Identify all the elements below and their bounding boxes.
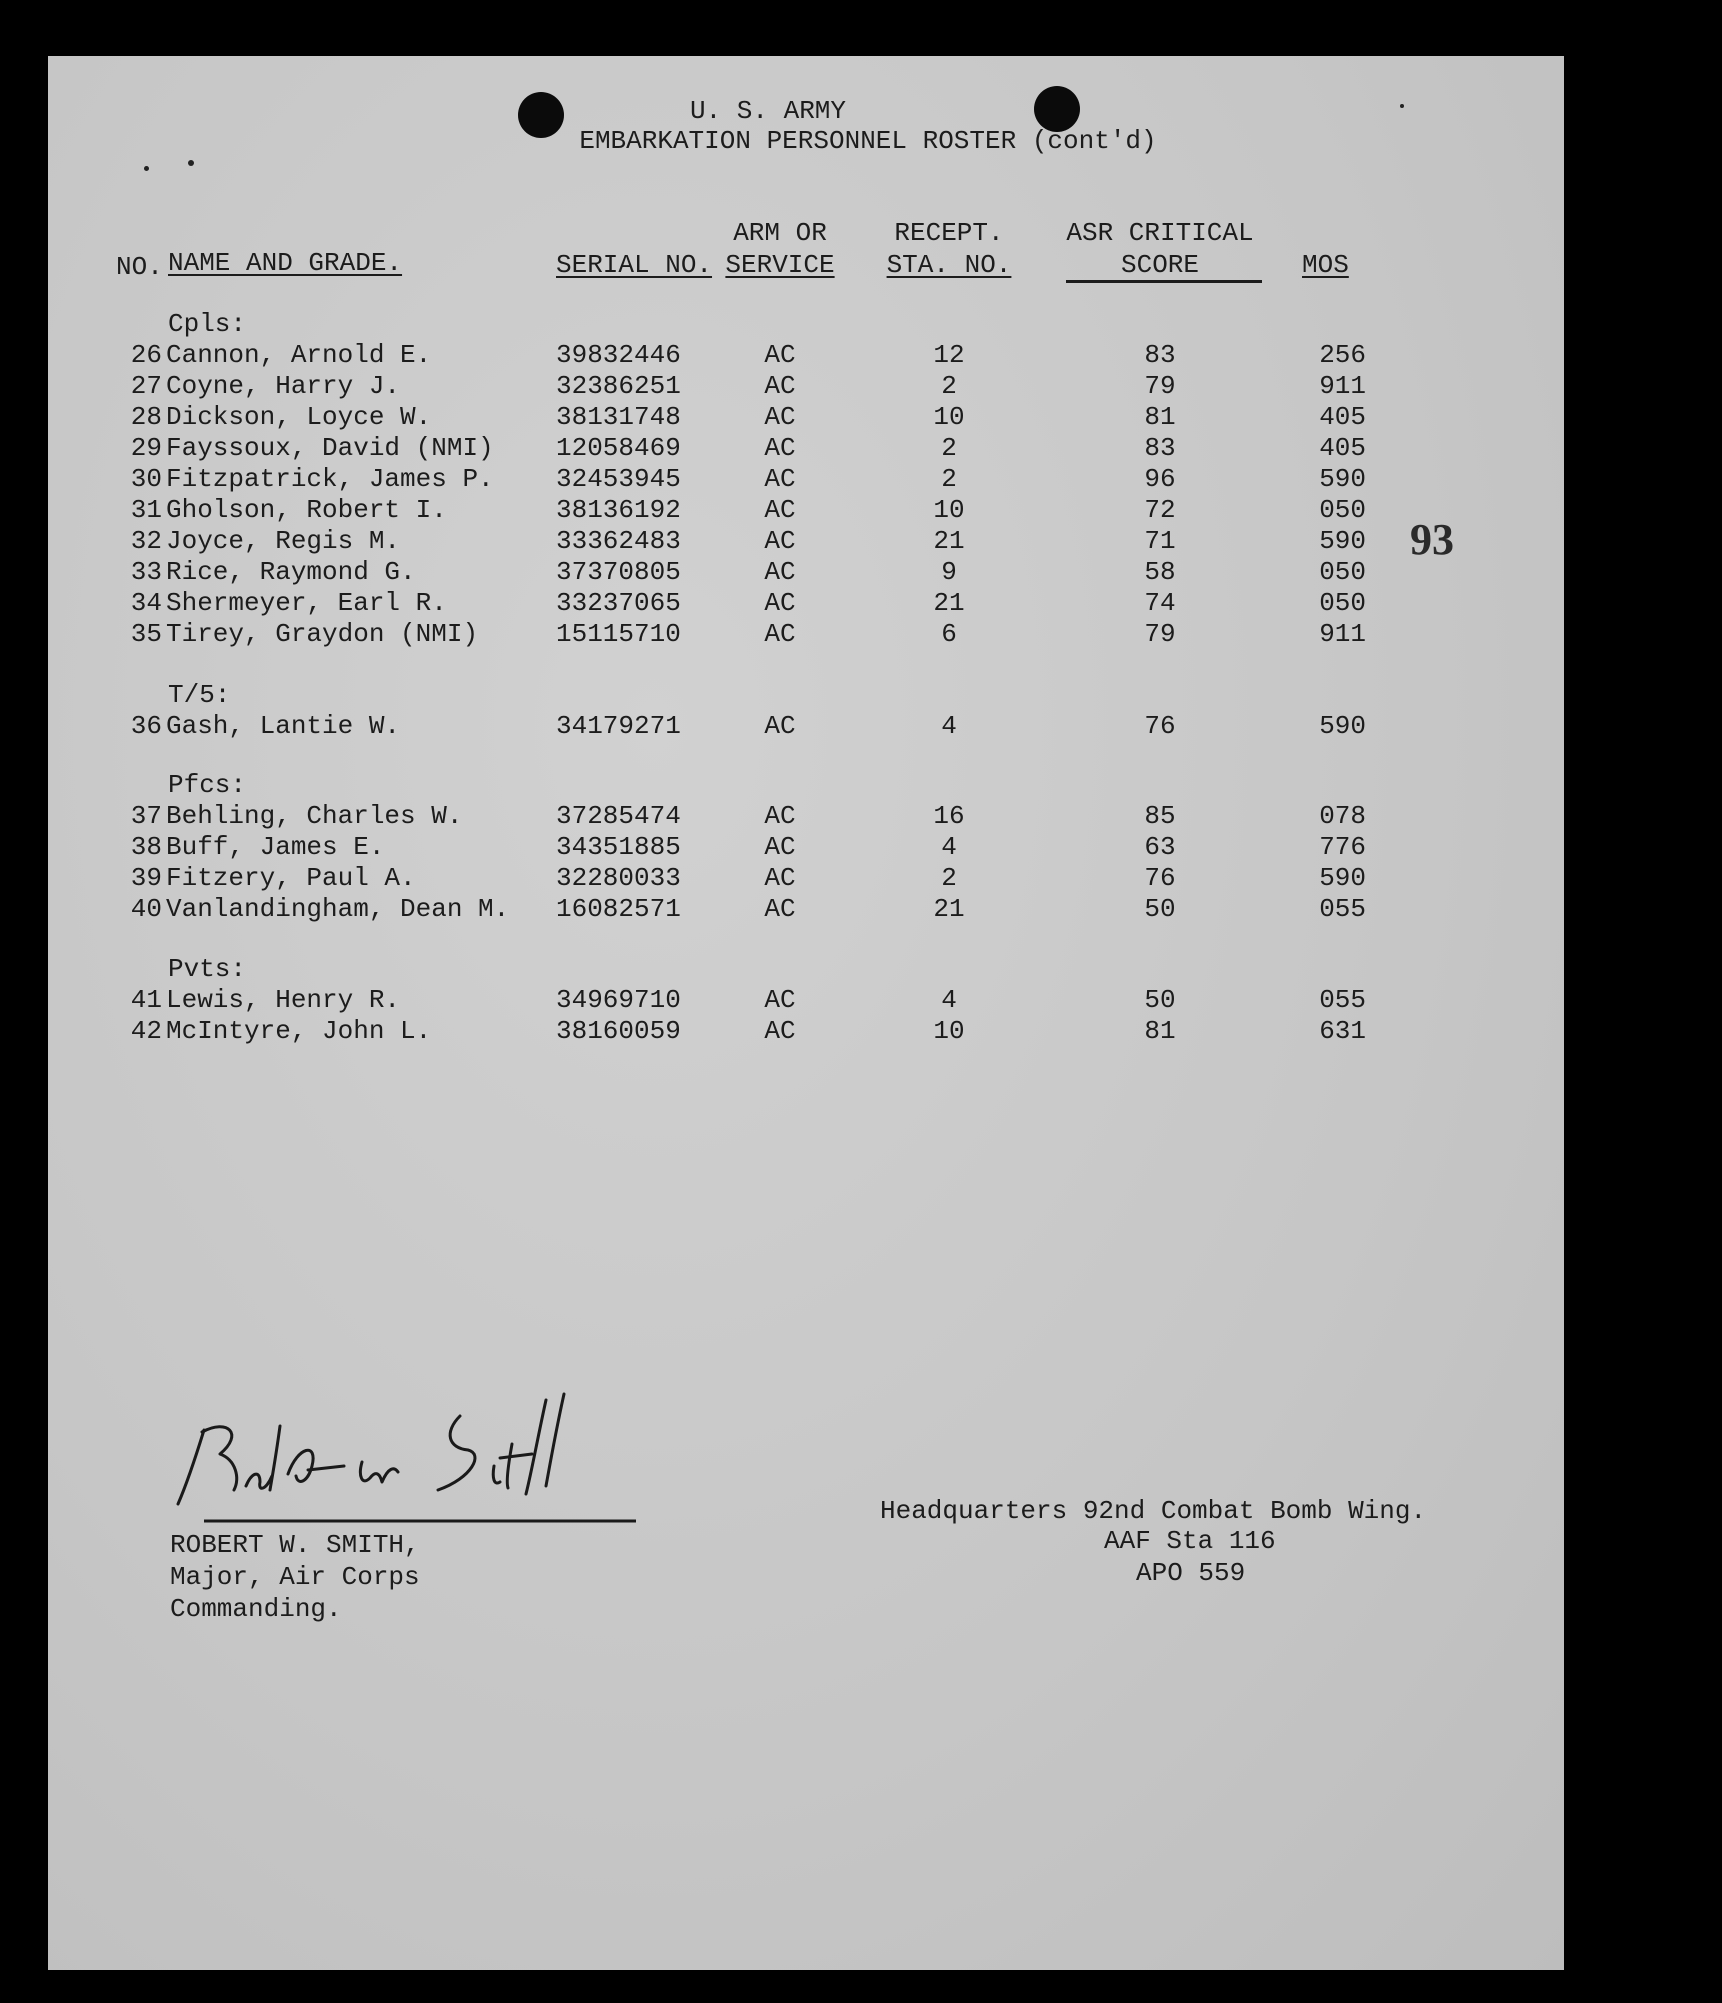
row-arm: AC [764, 340, 796, 370]
row-score: 83 [1144, 433, 1176, 463]
row-no: 42 [130, 1016, 162, 1046]
row-sta: 9 [941, 557, 957, 587]
table-row [48, 526, 1564, 557]
table-row [48, 464, 1564, 495]
row-sta: 4 [941, 985, 957, 1015]
table-row [48, 894, 1564, 925]
row-arm: AC [764, 894, 796, 924]
row-score: 79 [1144, 371, 1176, 401]
row-arm: AC [764, 526, 796, 556]
row-score: 50 [1144, 894, 1176, 924]
row-score: 63 [1144, 832, 1176, 862]
row-no: 33 [130, 557, 162, 587]
row-name: Behling, Charles W. [166, 801, 463, 831]
table-row [48, 832, 1564, 863]
col-mos: MOS [1302, 250, 1349, 280]
row-score: 76 [1144, 711, 1176, 741]
table-row [48, 371, 1564, 402]
row-serial: 32386251 [556, 371, 681, 401]
group-grade: Pvts: [168, 954, 247, 984]
page-number: 93 [1410, 515, 1454, 564]
row-name: Dickson, Loyce W. [166, 402, 432, 432]
table-row [48, 619, 1564, 650]
row-no: 31 [130, 495, 162, 525]
row-sta: 16 [933, 801, 965, 831]
roster-page [48, 56, 1564, 1970]
row-serial: 38160059 [556, 1016, 681, 1046]
row-name: Rice, Raymond G. [166, 557, 416, 587]
row-mos: 050 [1319, 557, 1366, 587]
row-arm: AC [764, 557, 796, 587]
row-arm: AC [764, 402, 796, 432]
row-name: Fitzpatrick, James P. [166, 464, 494, 494]
org-title: U. S. ARMY [689, 96, 847, 126]
row-name: Fitzery, Paul A. [166, 863, 416, 893]
row-arm: AC [764, 619, 796, 649]
row-serial: 32280033 [556, 863, 681, 893]
row-no: 36 [130, 711, 162, 741]
row-score: 71 [1144, 526, 1176, 556]
row-sta: 21 [933, 588, 965, 618]
row-sta: 2 [941, 371, 957, 401]
row-serial: 34179271 [556, 711, 681, 741]
table-row [48, 1016, 1564, 1047]
row-sta: 2 [941, 433, 957, 463]
signer-rank: Major, Air Corps [170, 1562, 420, 1592]
row-name: Fayssoux, David (NMI) [166, 433, 494, 463]
col-recept-line1: RECEPT. [894, 218, 1004, 248]
row-name: Buff, James E. [166, 832, 385, 862]
row-mos: 405 [1319, 433, 1366, 463]
row-name: Gash, Lantie W. [166, 711, 401, 741]
row-serial: 39832446 [556, 340, 681, 370]
asr-underline [1066, 280, 1262, 283]
row-mos: 050 [1319, 495, 1366, 525]
row-arm: AC [764, 371, 796, 401]
row-serial: 32453945 [556, 464, 681, 494]
row-serial: 34969710 [556, 985, 681, 1015]
row-sta: 10 [933, 402, 965, 432]
table-row [48, 402, 1564, 433]
col-no: NO. [116, 252, 163, 282]
row-score: 96 [1144, 464, 1176, 494]
row-arm: AC [764, 711, 796, 741]
row-serial: 16082571 [556, 894, 681, 924]
row-arm: AC [764, 1016, 796, 1046]
row-arm: AC [764, 985, 796, 1015]
row-sta: 21 [933, 894, 965, 924]
row-name: Shermeyer, Earl R. [166, 588, 447, 618]
row-name: Vanlandingham, Dean M. [166, 894, 510, 924]
row-mos: 055 [1319, 894, 1366, 924]
table-row [48, 495, 1564, 526]
row-no: 37 [130, 801, 162, 831]
row-name: Cannon, Arnold E. [166, 340, 432, 370]
col-arm-line2: SERVICE [725, 250, 835, 280]
table-row [48, 985, 1564, 1016]
row-mos: 631 [1319, 1016, 1366, 1046]
handwritten-signature [148, 1386, 648, 1536]
row-mos: 405 [1319, 402, 1366, 432]
table-row [48, 340, 1564, 371]
row-name: Tirey, Graydon (NMI) [166, 619, 479, 649]
row-sta: 2 [941, 464, 957, 494]
row-sta: 10 [933, 495, 965, 525]
col-name-grade: NAME AND GRADE. [168, 248, 403, 278]
row-mos: 256 [1319, 340, 1366, 370]
row-arm: AC [764, 801, 796, 831]
row-no: 38 [130, 832, 162, 862]
row-arm: AC [764, 495, 796, 525]
col-serial: SERIAL NO. [556, 250, 713, 280]
row-arm: AC [764, 832, 796, 862]
row-mos: 776 [1319, 832, 1366, 862]
paper-speck [144, 166, 149, 171]
signer-name: ROBERT W. SMITH, [170, 1530, 420, 1560]
unit-apo: APO 559 [1136, 1558, 1246, 1588]
group-grade: T/5: [168, 680, 231, 710]
row-name: McIntyre, John L. [166, 1016, 432, 1046]
signer-role: Commanding. [170, 1594, 342, 1624]
row-no: 30 [130, 464, 162, 494]
table-row [48, 711, 1564, 742]
row-serial: 33237065 [556, 588, 681, 618]
row-score: 50 [1144, 985, 1176, 1015]
row-score: 81 [1144, 402, 1176, 432]
table-row [48, 588, 1564, 619]
row-serial: 15115710 [556, 619, 681, 649]
paper-speck [188, 160, 194, 166]
row-no: 41 [130, 985, 162, 1015]
unit-headquarters: Headquarters 92nd Combat Bomb Wing. [880, 1496, 1427, 1526]
row-no: 34 [130, 588, 162, 618]
row-mos: 590 [1319, 863, 1366, 893]
row-score: 79 [1144, 619, 1176, 649]
row-score: 81 [1144, 1016, 1176, 1046]
unit-station: AAF Sta 116 [1104, 1526, 1276, 1556]
row-no: 40 [130, 894, 162, 924]
table-row [48, 433, 1564, 464]
row-name: Joyce, Regis M. [166, 526, 401, 556]
row-score: 74 [1144, 588, 1176, 618]
row-no: 32 [130, 526, 162, 556]
row-no: 35 [130, 619, 162, 649]
row-arm: AC [764, 464, 796, 494]
row-sta: 10 [933, 1016, 965, 1046]
row-no: 26 [130, 340, 162, 370]
table-row [48, 801, 1564, 832]
row-no: 27 [130, 371, 162, 401]
row-serial: 38136192 [556, 495, 681, 525]
row-mos: 590 [1319, 711, 1366, 741]
row-mos: 911 [1319, 371, 1366, 401]
row-sta: 6 [941, 619, 957, 649]
col-arm-line1: ARM OR [733, 218, 827, 248]
row-sta: 12 [933, 340, 965, 370]
col-asr-line1: ASR CRITICAL [1066, 218, 1254, 248]
row-serial: 37370805 [556, 557, 681, 587]
group-grade: Pfcs: [168, 770, 247, 800]
row-mos: 078 [1319, 801, 1366, 831]
row-sta: 2 [941, 863, 957, 893]
row-name: Gholson, Robert I. [166, 495, 447, 525]
paper-speck [1400, 104, 1404, 108]
row-sta: 21 [933, 526, 965, 556]
row-sta: 4 [941, 711, 957, 741]
row-mos: 590 [1319, 526, 1366, 556]
row-score: 58 [1144, 557, 1176, 587]
row-mos: 055 [1319, 985, 1366, 1015]
row-mos: 050 [1319, 588, 1366, 618]
row-score: 83 [1144, 340, 1176, 370]
row-no: 28 [130, 402, 162, 432]
row-sta: 4 [941, 832, 957, 862]
group-grade: Cpls: [168, 309, 247, 339]
row-score: 76 [1144, 863, 1176, 893]
row-serial: 37285474 [556, 801, 681, 831]
row-no: 29 [130, 433, 162, 463]
row-name: Coyne, Harry J. [166, 371, 401, 401]
row-name: Lewis, Henry R. [166, 985, 401, 1015]
col-recept-line2: STA. NO. [886, 250, 1012, 280]
table-row [48, 863, 1564, 894]
col-asr-line2: SCORE [1120, 250, 1199, 280]
row-mos: 911 [1319, 619, 1366, 649]
row-serial: 34351885 [556, 832, 681, 862]
table-row [48, 557, 1564, 588]
row-serial: 33362483 [556, 526, 681, 556]
row-serial: 12058469 [556, 433, 681, 463]
row-no: 39 [130, 863, 162, 893]
roster-title: EMBARKATION PERSONNEL ROSTER (cont'd) [579, 126, 1157, 156]
row-score: 72 [1144, 495, 1176, 525]
row-score: 85 [1144, 801, 1176, 831]
row-arm: AC [764, 863, 796, 893]
row-serial: 38131748 [556, 402, 681, 432]
row-arm: AC [764, 433, 796, 463]
row-mos: 590 [1319, 464, 1366, 494]
row-arm: AC [764, 588, 796, 618]
